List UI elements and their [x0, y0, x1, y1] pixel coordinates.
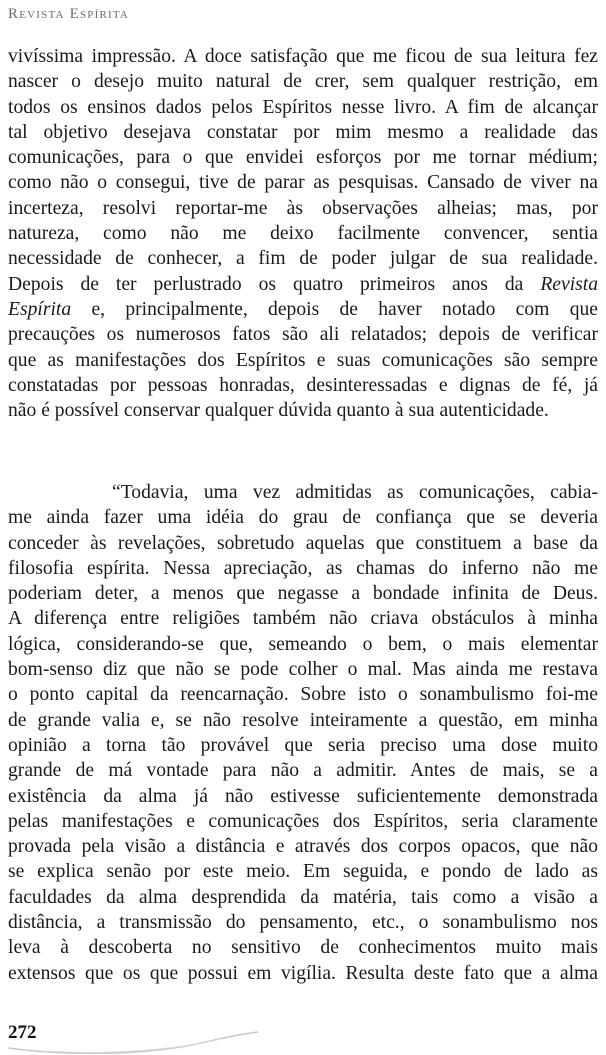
text-line: me ainda fazer uma idéia do grau de confiança que se deveria [8, 507, 598, 529]
text-line: grande de má vontade para não a admitir. Antes de mais, se a [8, 760, 598, 782]
text-line: vivíssima impressão. A doce satisfação que me ficou de sua leitura fez [8, 46, 598, 67]
text-line: necessidade de conhecer, a fim de poder julgar de sua realidade. [8, 248, 598, 270]
text-line: A diferença entre religiões também não criava obstáculos à minha [8, 608, 598, 630]
text-line: natureza, como não me deixo facilmente convencer, sentia [8, 223, 598, 245]
text-line: todos os ensinos dados pelos Espíritos nesse livro. A fim de alcançar [8, 96, 598, 118]
text-line: faculdades da alma desprendida da matéria, tais como a visão a [8, 886, 598, 908]
text-line: tal objetivo desejava constatar por mim mesmo a realidade das [8, 121, 598, 143]
text-line: como não o consegui, tive de parar as pesquisas. Cansado de viver na [8, 172, 598, 194]
decorative-swoosh [6, 1026, 266, 1054]
text-line: “Todavia, uma vez admitidas as comunicações, cabia- [112, 482, 598, 503]
text-line [8, 272, 598, 297]
text-line [8, 297, 598, 322]
text-line: pelas manifestações e comunicações dos Espíritos, seria claramente [8, 810, 598, 832]
text-line: lógica, considerando-se que, semeando o bem, o mais elementar [8, 633, 598, 655]
running-header: Revista Espírita [8, 6, 130, 22]
text-line: poderiam deter, a menos que negasse a bondade infinita de Deus. [8, 583, 598, 605]
text-line: opinião a torna tão provável que seria preciso uma dose muito [8, 734, 598, 756]
text-line: que as manifestações dos Espíritos e suas comunicações são sempre [8, 349, 598, 371]
text-line-segment: e, principalmente, depois de haver notado com que [71, 298, 598, 320]
text-line: constatadas por pessoas honradas, desinteressadas e dignas de fé, já [8, 374, 598, 396]
text-line: se explica senão por este meio. Em seguida, e pondo de lado as [8, 861, 598, 883]
italic-title-espirita: Espírita [8, 298, 72, 320]
page-footer [6, 1022, 266, 1052]
text-line: extensos que os que possui em vigília. Resulta deste fato que a alma [8, 962, 598, 984]
text-line: não é possível conservar qualquer dúvida quanto à sua autenticidade. [8, 400, 549, 422]
text-line-segment: Depois de ter perlustrado os quatro primeiros anos da [8, 273, 524, 295]
text-line: existência da alma já não estivesse suficientemente demonstrada [8, 785, 598, 807]
text-line: o ponto capital da reencarnação. Sobre isto o sonambulismo foi-me [8, 684, 598, 706]
text-line: filosofia espírita. Nessa apreciação, as chamas do inferno não me [8, 557, 598, 579]
text-line: distância, a transmissão do pensamento, etc., o sonambulismo nos [8, 912, 598, 934]
text-line: leva à descoberta no sensitivo de conhecimentos muito mais [8, 937, 598, 959]
text-line: de grande valia e, se não resolve inteiramente a questão, em minha [8, 709, 598, 731]
text-line: provada pela visão a distância e através dos corpos opacos, que não [8, 836, 598, 858]
page-number: 272 [8, 1022, 37, 1043]
text-line: nascer o desejo muito natural de crer, sem qualquer restrição, em [8, 71, 598, 93]
paragraph-1 [8, 44, 598, 423]
text-line: conceder às revelações, sobretudo aquelas que constituem a base da [8, 532, 598, 554]
italic-title-revista: Revista [540, 273, 598, 295]
text-line: bom-senso diz que não se pode colher o mal. Mas ainda me restava [8, 659, 598, 681]
paragraph-2 [8, 480, 598, 986]
text-line: precauções os numerosos fatos são ali relatados; depois de verificar [8, 324, 598, 346]
text-line: comunicações, para o que envidei esforços por me tornar médium; [8, 147, 598, 169]
text-line: incerteza, resolvi reportar-me às observações alheias; mas, por [8, 197, 598, 219]
